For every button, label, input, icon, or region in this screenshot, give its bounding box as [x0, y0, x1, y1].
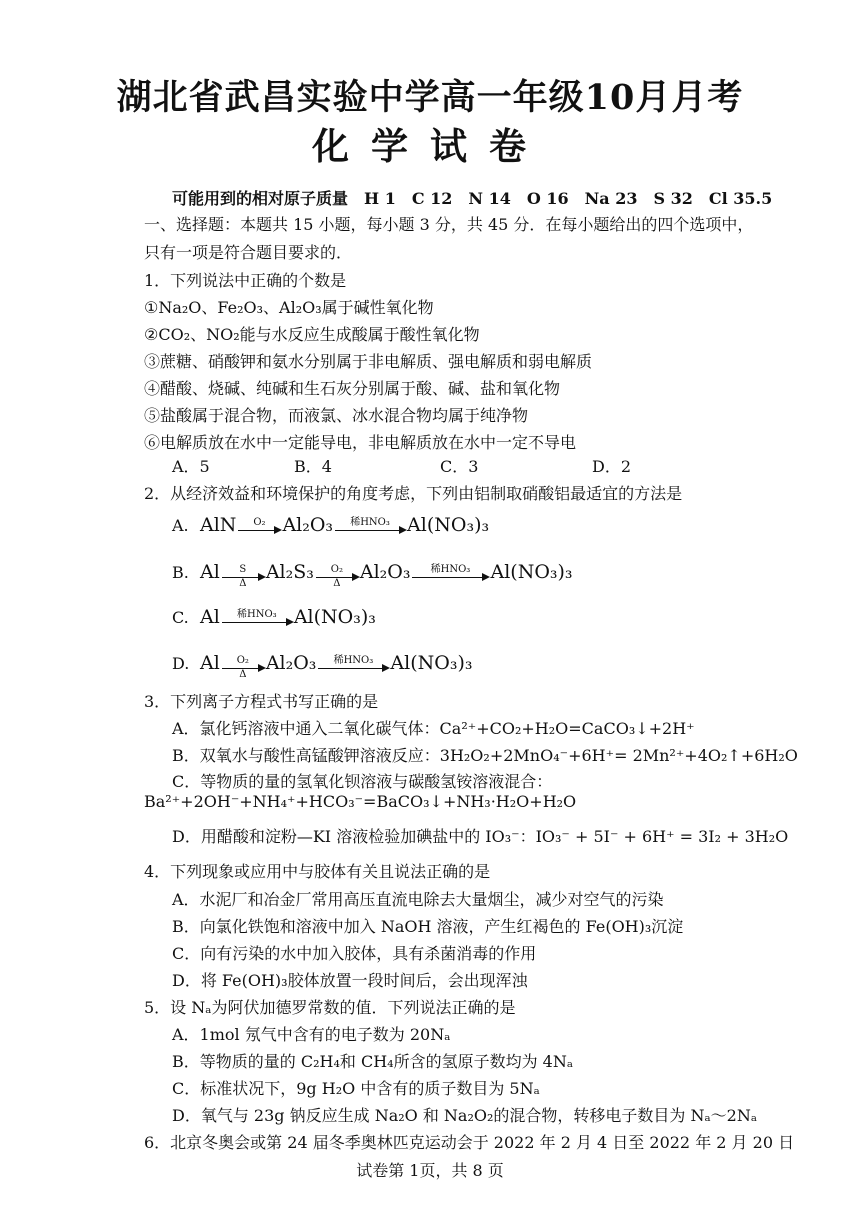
- arrow-reagent: O₂: [330, 564, 343, 575]
- q1-statement-5: ⑤盐酸属于混合物，而液氯、冰水混合物均属于纯净物: [144, 406, 529, 425]
- exam-subtitle: 化学试卷: [312, 124, 548, 168]
- q3-option-c: C．等物质的量的氢氧化钡溶液与碳酸氢铵溶液混合：: [172, 772, 553, 791]
- q1-option-d: D．2: [592, 457, 632, 476]
- q3-option-a: A．氯化钙溶液中通入二氧化碳气体：Ca²⁺+CO₂+H₂O=CaCO₃↓+2H⁺: [172, 719, 695, 738]
- q2-option-d-label: D.: [172, 654, 190, 673]
- q2-a-end: Al(NO₃)₃: [407, 514, 490, 536]
- reaction-arrow: [318, 655, 388, 669]
- q1-stem: 1．下列说法中正确的个数是: [144, 271, 347, 290]
- reaction-arrow: [316, 564, 358, 589]
- q4-option-c: C．向有污染的水中加入胶体，具有杀菌消毒的作用: [172, 944, 537, 963]
- q2-a-start: AlN: [200, 514, 237, 536]
- q2-c-end: Al(NO₃)₃: [293, 606, 376, 628]
- q2-option-b-label: B.: [172, 563, 189, 582]
- q5-stem: 5．设 Nₐ为阿伏加德罗常数的值．下列说法正确的是: [144, 998, 516, 1017]
- reaction-arrow: [222, 655, 264, 680]
- page-footer: 试卷第 1页，共 8 页: [356, 1161, 504, 1180]
- reaction-arrow: [335, 517, 405, 531]
- q2-b-step2: Al₂O₃: [359, 561, 411, 583]
- q1-statement-6: ⑥电解质放在水中一定能导电，非电解质放在水中一定不导电: [144, 433, 577, 452]
- q6-stem: 6．北京冬奥会或第 24 届冬季奥林匹克运动会于 2022 年 2 月 4 日至 2022 年 2 月 20 日: [144, 1133, 795, 1152]
- q4-option-d: D．将 Fe(OH)₃胶体放置一段时间后，会出现浑浊: [172, 971, 528, 990]
- exam-title: 湖北省武昌实验中学高一年级10月月考: [116, 77, 744, 118]
- q4-stem: 4．下列现象或应用中与胶体有关且说法正确的是: [144, 862, 491, 881]
- section-instructions-line2: 只有一项是符合题目要求的．: [144, 243, 353, 262]
- q1-option-b: B．4: [294, 457, 332, 476]
- reaction-arrow: [412, 564, 488, 578]
- q3-option-b: B．双氧水与酸性高锰酸钾溶液反应：3H₂O₂+2MnO₄⁻+6H⁺= 2Mn²⁺+4O₂↑+6H₂O: [172, 746, 798, 765]
- arrow-reagent: O₂: [236, 655, 249, 666]
- q2-stem: 2．从经济效益和环境保护的角度考虑，下列由铝制取硝酸铝最适宜的方法是: [144, 484, 683, 503]
- q2-option-d: [172, 652, 473, 680]
- q1-statement-1: ①Na₂O、Fe₂O₃、Al₂O₃属于碱性氧化物: [144, 298, 434, 317]
- q5-option-c: C．标准状况下，9g H₂O 中含有的质子数目为 5Nₐ: [172, 1079, 540, 1098]
- q5-option-b: B．等物质的量的 C₂H₄和 CH₄所含的氢原子数均为 4Nₐ: [172, 1052, 574, 1071]
- q2-c-start: Al: [200, 606, 220, 628]
- q1-statement-2: ②CO₂、NO₂能与水反应生成酸属于酸性氧化物: [144, 325, 480, 344]
- q4-option-a: A．水泥厂和冶金厂常用高压直流电除去大量烟尘，减少对空气的污染: [172, 890, 664, 909]
- section-instructions-line1: 一、选择题：本题共 15 小题，每小题 3 分，共 45 分．在每小题给出的四个选项中，: [144, 215, 754, 234]
- q2-b-end: Al(NO₃)₃: [490, 561, 573, 583]
- arrow-condition: Δ: [239, 669, 247, 680]
- q3-option-c-equation: Ba²⁺+2OH⁻+NH₄⁺+HCO₃⁻=BaCO₃↓+NH₃·H₂O+H₂O: [144, 792, 577, 811]
- q3-option-d: D．用醋酸和淀粉—KI 溶液检验加碘盐中的 IO₃⁻：IO₃⁻ + 5I⁻ + 6H⁺ = 3I₂ + 3H₂O: [172, 827, 789, 846]
- q5-option-d: D．氧气与 23g 钠反应生成 Na₂O 和 Na₂O₂的混合物，转移电子数目为 Nₐ～2Nₐ: [172, 1106, 758, 1125]
- atomic-masses: 可能用到的相对原子质量 H 1 C 12 N 14 O 16 Na 23 S 32 Cl 35.5: [172, 189, 773, 208]
- arrow-reagent: O₂: [253, 517, 266, 528]
- q1-option-a: A．5: [172, 457, 210, 476]
- q1-statement-4: ④醋酸、烧碱、纯碱和生石灰分别属于酸、碱、盐和氧化物: [144, 379, 561, 398]
- q4-option-b: B．向氯化铁饱和溶液中加入 NaOH 溶液，产生红褐色的 Fe(OH)₃沉淀: [172, 917, 684, 936]
- q2-d-end: Al(NO₃)₃: [390, 652, 473, 674]
- reaction-arrow: [238, 517, 280, 531]
- q2-option-c-label: C.: [172, 608, 189, 627]
- arrow-reagent: S: [239, 564, 247, 575]
- q2-d-start: Al: [200, 652, 220, 674]
- q2-option-c: [172, 606, 376, 628]
- arrow-reagent: 稀HNO₃: [236, 609, 277, 620]
- arrow-reagent: 稀HNO₃: [350, 517, 390, 528]
- reaction-arrow: [222, 564, 264, 589]
- q5-option-a: A．1mol 氖气中含有的电子数为 20Nₐ: [172, 1025, 451, 1044]
- q2-option-a-label: A.: [172, 516, 189, 535]
- arrow-condition: Δ: [333, 578, 341, 589]
- arrow-reagent: 稀HNO₃: [333, 655, 374, 666]
- q3-stem: 3．下列离子方程式书写正确的是: [144, 692, 379, 711]
- q2-b-start: Al: [200, 561, 220, 583]
- arrow-condition: Δ: [239, 578, 247, 589]
- q2-option-a: [172, 514, 489, 536]
- arrow-reagent: 稀HNO₃: [430, 564, 471, 575]
- q2-d-mid: Al₂O₃: [265, 652, 317, 674]
- q2-b-step1: Al₂S₃: [265, 561, 314, 583]
- q2-option-b: [172, 561, 573, 589]
- reaction-arrow: [222, 609, 292, 623]
- q2-a-mid: Al₂O₃: [282, 514, 334, 536]
- q1-option-c: C．3: [440, 457, 479, 476]
- q1-statement-3: ③蔗糖、硝酸钾和氨水分别属于非电解质、强电解质和弱电解质: [144, 352, 593, 371]
